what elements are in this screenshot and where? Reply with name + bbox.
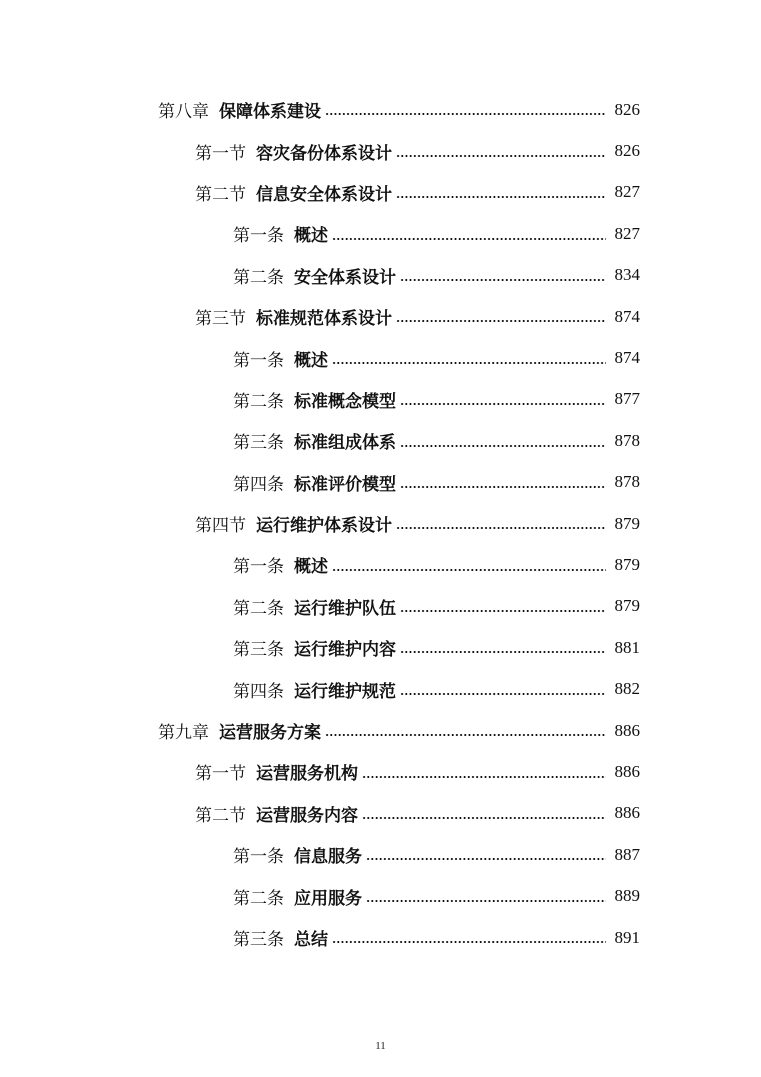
dot-leader <box>396 195 606 199</box>
dot-leader <box>332 568 606 572</box>
toc-entry[interactable] <box>0 296 761 337</box>
toc-entry-prefix: 第一节 <box>195 764 246 785</box>
toc-entry-prefix: 第三条 <box>233 433 284 454</box>
dot-leader <box>400 692 606 696</box>
toc-entry-page: 879 <box>614 596 640 616</box>
toc-entry-prefix: 第二条 <box>233 391 284 412</box>
toc-entry-title: 运营服务机构 <box>256 764 358 785</box>
toc-entry-prefix: 第三条 <box>233 640 284 661</box>
toc-entry-title: 运行维护体系设计 <box>256 516 392 537</box>
toc-entry[interactable] <box>0 875 761 916</box>
toc-entry[interactable] <box>0 255 761 296</box>
toc-entry[interactable] <box>0 89 761 130</box>
toc-entry-prefix: 第八章 <box>158 102 209 123</box>
toc-entry-prefix: 第四节 <box>195 516 246 537</box>
toc-entry-prefix: 第二条 <box>233 267 284 288</box>
dot-leader <box>400 650 606 654</box>
toc-entry-title: 概述 <box>294 557 328 578</box>
toc-entry-title: 应用服务 <box>294 888 362 909</box>
toc-entry-page: 882 <box>614 679 640 699</box>
toc-entry[interactable] <box>0 544 761 585</box>
toc-entry[interactable] <box>0 213 761 254</box>
toc-entry-prefix: 第二条 <box>233 598 284 619</box>
toc-entry-prefix: 第三节 <box>195 309 246 330</box>
toc-entry-title: 安全体系设计 <box>294 267 396 288</box>
dot-leader <box>366 899 606 903</box>
toc-entry-title: 容灾备份体系设计 <box>256 143 392 164</box>
toc-entry-prefix: 第一条 <box>233 847 284 868</box>
toc-entry[interactable] <box>0 172 761 213</box>
toc-entry[interactable] <box>0 130 761 171</box>
dot-leader <box>396 526 606 530</box>
dot-leader <box>332 237 606 241</box>
dot-leader <box>400 444 606 448</box>
toc-entry-page: 827 <box>614 182 640 202</box>
dot-leader <box>400 402 606 406</box>
toc-entry-title: 运行维护规范 <box>294 681 396 702</box>
dot-leader <box>400 485 606 489</box>
toc-entry-page: 834 <box>614 265 640 285</box>
toc-entry-page: 874 <box>614 348 640 368</box>
toc-entry-page: 878 <box>614 430 640 450</box>
toc-entry[interactable] <box>0 668 761 709</box>
toc-entry-page: 886 <box>614 720 640 740</box>
dot-leader <box>332 361 606 365</box>
toc-entry-title: 运行维护内容 <box>294 640 396 661</box>
toc-entry-title: 标准概念模型 <box>294 391 396 412</box>
toc-entry-page: 877 <box>614 389 640 409</box>
dot-leader <box>400 609 606 613</box>
dot-leader <box>362 816 606 820</box>
toc-entry-page: 886 <box>614 761 640 781</box>
toc-entry-title: 信息安全体系设计 <box>256 184 392 205</box>
toc-entry-prefix: 第四条 <box>233 474 284 495</box>
dot-leader <box>362 775 606 779</box>
dot-leader <box>332 940 606 944</box>
toc-entry-page: 826 <box>614 99 640 119</box>
toc-entry-prefix: 第九章 <box>158 723 209 744</box>
toc-entry-page: 827 <box>614 223 640 243</box>
toc-entry-page: 826 <box>614 141 640 161</box>
toc-entry[interactable] <box>0 751 761 792</box>
table-of-contents <box>0 89 761 958</box>
dot-leader <box>400 278 606 282</box>
dot-leader <box>396 319 606 323</box>
toc-entry[interactable] <box>0 503 761 544</box>
toc-entry-title: 总结 <box>294 930 328 950</box>
toc-entry[interactable] <box>0 834 761 875</box>
dot-leader <box>325 112 606 116</box>
toc-entry-page: 878 <box>614 472 640 492</box>
toc-entry-title: 概述 <box>294 350 328 371</box>
toc-entry-page: 891 <box>614 927 640 947</box>
toc-entry-page: 881 <box>614 637 640 657</box>
toc-entry-title: 信息服务 <box>294 847 362 868</box>
toc-entry-page: 879 <box>614 554 640 574</box>
toc-entry-title: 标准规范体系设计 <box>256 309 392 330</box>
toc-entry-prefix: 第一节 <box>195 143 246 164</box>
toc-entry-title: 标准组成体系 <box>294 433 396 454</box>
toc-entry-title: 概述 <box>294 226 328 247</box>
toc-entry-prefix: 第二节 <box>195 184 246 205</box>
toc-entry-title: 运行维护队伍 <box>294 598 396 619</box>
toc-entry[interactable] <box>0 462 761 503</box>
toc-entry-prefix: 第四条 <box>233 681 284 702</box>
toc-entry[interactable] <box>0 420 761 461</box>
toc-entry-title: 运营服务内容 <box>256 805 358 826</box>
dot-leader <box>396 154 606 158</box>
dot-leader <box>366 857 606 861</box>
toc-entry-page: 886 <box>614 803 640 823</box>
toc-entry[interactable] <box>0 379 761 420</box>
toc-entry-prefix: 第二节 <box>195 805 246 826</box>
toc-entry-prefix: 第一条 <box>233 557 284 578</box>
toc-entry-page: 889 <box>614 886 640 906</box>
toc-entry[interactable] <box>0 710 761 751</box>
toc-entry-prefix: 第一条 <box>233 226 284 247</box>
dot-leader <box>325 733 606 737</box>
toc-entry-prefix: 第三条 <box>233 930 284 950</box>
toc-entry-prefix: 第二条 <box>233 888 284 909</box>
toc-entry[interactable] <box>0 793 761 834</box>
page-number: 11 <box>375 1040 386 1052</box>
toc-entry[interactable] <box>0 917 761 958</box>
toc-entry-title: 运营服务方案 <box>219 723 321 744</box>
toc-entry-page: 879 <box>614 513 640 533</box>
toc-entry[interactable] <box>0 337 761 378</box>
toc-entry-page: 874 <box>614 306 640 326</box>
toc-entry[interactable] <box>0 586 761 627</box>
toc-entry[interactable] <box>0 627 761 668</box>
toc-entry-page: 887 <box>614 844 640 864</box>
toc-entry-title: 标准评价模型 <box>294 474 396 495</box>
toc-entry-prefix: 第一条 <box>233 350 284 371</box>
toc-entry-title: 保障体系建设 <box>219 102 321 123</box>
